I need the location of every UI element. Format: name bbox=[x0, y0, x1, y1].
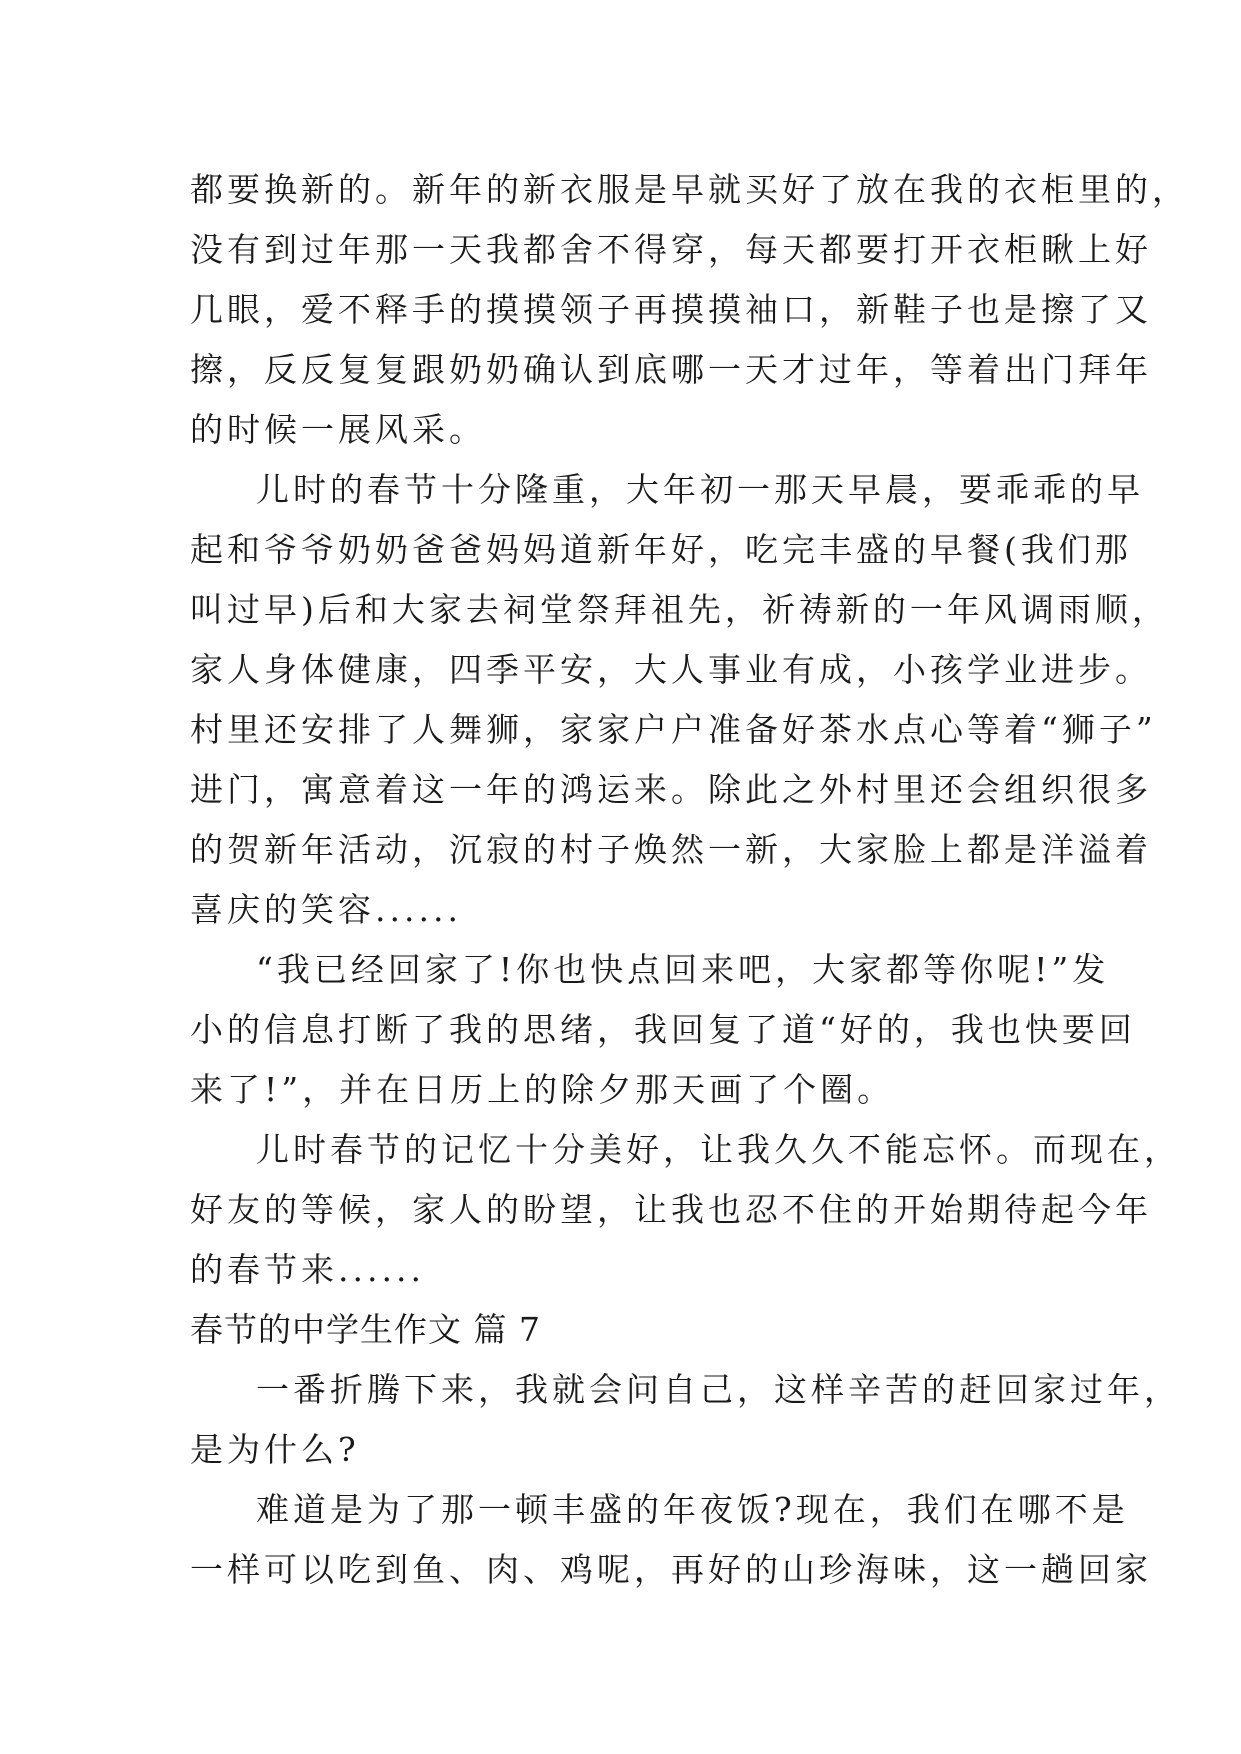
text-line: 儿时的春节十分隆重，大年初一那天早晨，要乖乖的早 bbox=[256, 470, 1144, 509]
text-line: 的贺新年活动，沉寂的村子焕然一新，大家脸上都是洋溢着 bbox=[190, 830, 1152, 869]
text-line: 的春节来...... bbox=[190, 1250, 425, 1289]
text-line: 村里还安排了人舞狮，家家户户准备好茶水点心等着“狮子” bbox=[190, 710, 1157, 749]
text-line: 没有到过年那一天我都舍不得穿，每天都要打开衣柜瞅上好 bbox=[190, 230, 1152, 269]
text-line: 家人身体健康，四季平安，大人事业有成，小孩学业进步。 bbox=[190, 650, 1152, 689]
text-line: 来了!”，并在日历上的除夕那天画了个圈。 bbox=[190, 1070, 895, 1109]
essay-text bbox=[190, 160, 1189, 1600]
text-line: 是为什么? bbox=[190, 1430, 360, 1469]
text-line: 起和爷爷奶奶爸爸妈妈道新年好，吃完丰盛的早餐(我们那 bbox=[190, 530, 1132, 569]
text-line: “我已经回家了!你也快点回来吧，大家都等你呢!”发 bbox=[256, 950, 1110, 989]
text-line: 难道是为了那一顿丰盛的年夜饭?现在，我们在哪不是 bbox=[256, 1490, 1129, 1529]
text-line: 几眼，爱不释手的摸摸领子再摸摸袖口，新鞋子也是擦了又 bbox=[190, 290, 1152, 329]
text-line: 一样可以吃到鱼、肉、鸡呢，再好的山珍海味，这一趟回家 bbox=[190, 1550, 1152, 1589]
section-heading: 春节的中学生作文 篇 7 bbox=[190, 1310, 541, 1349]
text-line: 好友的等候，家人的盼望，让我也忍不住的开始期待起今年 bbox=[190, 1190, 1152, 1229]
text-line: 叫过早)后和大家去祠堂祭拜祖先，祈祷新的一年风调雨顺， bbox=[190, 590, 1169, 629]
text-line: 擦，反反复复跟奶奶确认到底哪一天才过年，等着出门拜年 bbox=[190, 350, 1152, 389]
text-line: 都要换新的。新年的新衣服是早就买好了放在我的衣柜里的， bbox=[190, 170, 1189, 209]
text-line: 的时候一展风采。 bbox=[190, 410, 486, 449]
text-line: 一番折腾下来，我就会问自己，这样辛苦的赶回家过年， bbox=[256, 1370, 1181, 1409]
text-line: 小的信息打断了我的思绪，我回复了道“好的，我也快要回 bbox=[190, 1010, 1136, 1049]
text-line: 喜庆的笑容...... bbox=[190, 890, 462, 929]
text-line: 儿时春节的记忆十分美好，让我久久不能忘怀。而现在， bbox=[256, 1130, 1181, 1169]
text-line: 进门，寓意着这一年的鸿运来。除此之外村里还会组织很多 bbox=[190, 770, 1152, 809]
